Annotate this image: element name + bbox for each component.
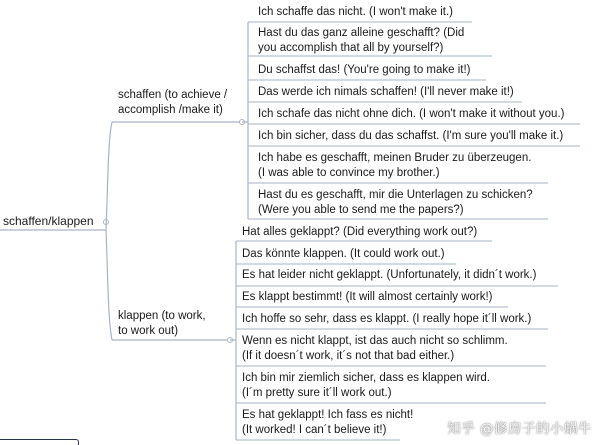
branch-topic-klappen[interactable]: klappen (to work, to work out) (118, 310, 206, 337)
branch-topic-schaffen[interactable]: schaffen (to achieve / accomplish /make it) (118, 89, 228, 116)
leaf-topic[interactable]: Ich habe es geschafft, meinen Bruder zu überzeugen. (I was able to convince my brother.) (258, 152, 532, 179)
leaf-topic[interactable]: Ich hoffe so sehr, dass es klappt. (I really hope it´ll work.) (242, 313, 532, 325)
leaf-topic[interactable]: Wenn es nicht klappt, ist das auch nicht so schlimm. (If it doesn´t work, it´s not that bad either.) (242, 335, 508, 362)
scroll-frame-edge (0, 439, 79, 445)
root-topic[interactable]: schaffen/klappen (3, 214, 94, 228)
leaf-topic[interactable]: Das könnte klappen. (It could work out.) (242, 248, 445, 260)
watermark: 知乎 @修房子的小蜗牛 (447, 421, 592, 437)
root-to-klappen-line (106, 230, 112, 340)
leaf-topic[interactable]: Du schaffst das! (You're going to make it!) (258, 64, 471, 76)
leaf-topic[interactable]: Es hat geklappt! Ich fass es nicht! (It worked! I can´t believe it!) (242, 409, 414, 436)
leaf-topic[interactable]: Hast du das ganz alleine geschafft? (Did you accomplish that all by yourself?) (258, 27, 465, 54)
root-to-schaffen-line (106, 122, 112, 230)
leaf-topic[interactable]: Hat alles geklappt? (Did everything work out?) (242, 226, 478, 238)
leaf-topic[interactable]: Es hat leider nicht geklappt. (Unfortunately, it didn´t work.) (242, 269, 537, 281)
leaf-topic[interactable]: Es klappt bestimmt! (It will almost certainly work!) (242, 291, 493, 303)
leaf-topic[interactable]: Hast du es geschafft, mir die Unterlagen zu schicken? (Were you able to send me the papers?) (258, 189, 533, 216)
leaf-topic[interactable]: Ich schafe das nicht ohne dich. (I won't make it without you.) (258, 108, 565, 120)
leaf-topic[interactable]: Ich bin mir ziemlich sicher, dass es klappen wird. (I´m pretty sure it´ll work out.) (242, 372, 490, 399)
leaf-topic[interactable]: Das werde ich nimals schaffen! (I'll never make it!) (258, 86, 514, 98)
leaf-topic[interactable]: Ich bin sicher, dass du das schaffst. (I'm sure you'll make it.) (258, 130, 564, 142)
leaf-topic[interactable]: Ich schaffe das nicht. (I won't make it.) (258, 6, 454, 18)
